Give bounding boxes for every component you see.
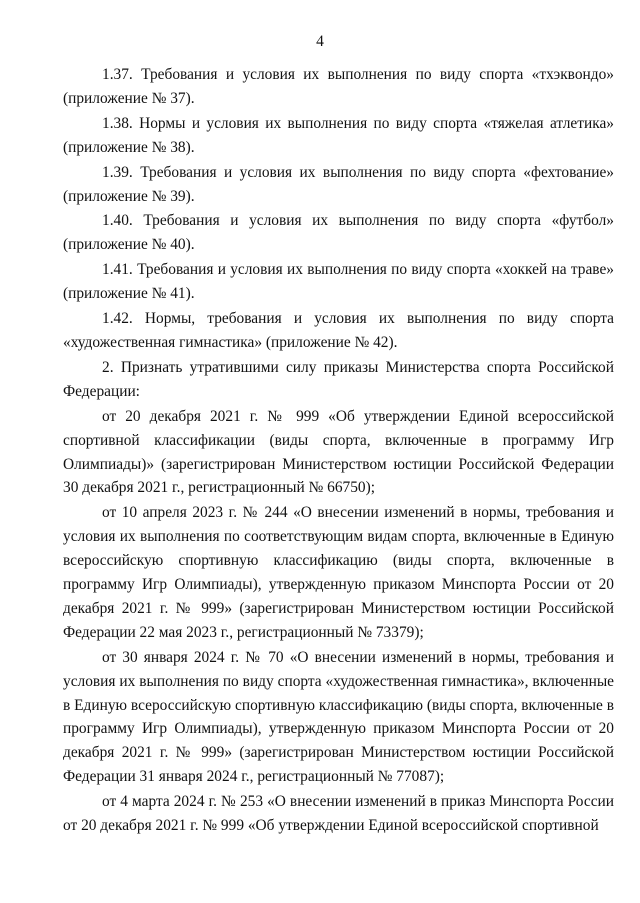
page-number: 4 (316, 33, 324, 50)
paragraph-item-1-38: 1.38. Нормы и условия их выполнения по виду спорта «тяжелая атлетика» (приложение № 38). (63, 114, 614, 156)
paragraph-order-2024-70: от 30 января 2024 г. № 70 «О внесении изменений в нормы, требования и условия их выполнения по виду спорта «художественная гимнастика», включенные в Единую всероссийскую спортивную классификацию (виды спорта, включенные в программу Игр Олимпиады), утвержденную приказом Минспорта России от 20 декабря 2021 г. № 999» (зарегистрирован Министерством юстиции Российской Федерации 31 января 2024 г., регистрационный № 77087); (63, 648, 614, 786)
paragraph-item-1-39: 1.39. Требования и условия их выполнения по виду спорта «фехтование» (приложение № 39). (63, 163, 614, 205)
paragraph-item-1-37: 1.37. Требования и условия их выполнения по виду спорта «тхэквондо» (приложение № 37). (63, 66, 614, 107)
paragraph-item-1-41: 1.41. Требования и условия их выполнения по виду спорта «хоккей на траве» (приложение № 41). (63, 261, 614, 303)
paragraph-section-2: 2. Признать утратившими силу приказы Министерства спорта Российской Федерации: (63, 358, 614, 400)
paragraph-order-2021-999: от 20 декабря 2021 г. № 999 «Об утверждении Единой всероссийской спортивной классификации (виды спорта, включенные в программу Игр Олимпиады)» (зарегистрирован Министерством юстиции Российской Федерации 30 декабря 2021 г., регистрационный № 66750); (63, 407, 614, 497)
paragraph-order-2023-244: от 10 апреля 2023 г. № 244 «О внесении изменений в нормы, требования и условия их выполнения по соответствующим видам спорта, включенные в Единую всероссийскую спортивную классификацию (виды спорта, включенные в программу Игр Олимпиады), утвержденную приказом Минспорта России от 20 декабря 2021 г. № 999» (зарегистрирован Министерством юстиции Российской Федерации 22 мая 2023 г., регистрационный № 73379); (63, 504, 614, 641)
paragraph-item-1-42: 1.42. Нормы, требования и условия их выполнения по виду спорта «художественная гимнастика» (приложение № 42). (63, 310, 614, 351)
document-body (63, 63, 614, 839)
paragraph-order-2024-253: от 4 марта 2024 г. № 253 «О внесении изменений в приказ Минспорта России от 20 декабря 2021 г. № 999 «Об утверждении Единой всероссийской спортивной (63, 793, 614, 835)
paragraph-item-1-40: 1.40. Требования и условия их выполнения по виду спорта «футбол» (приложение № 40). (63, 212, 614, 254)
